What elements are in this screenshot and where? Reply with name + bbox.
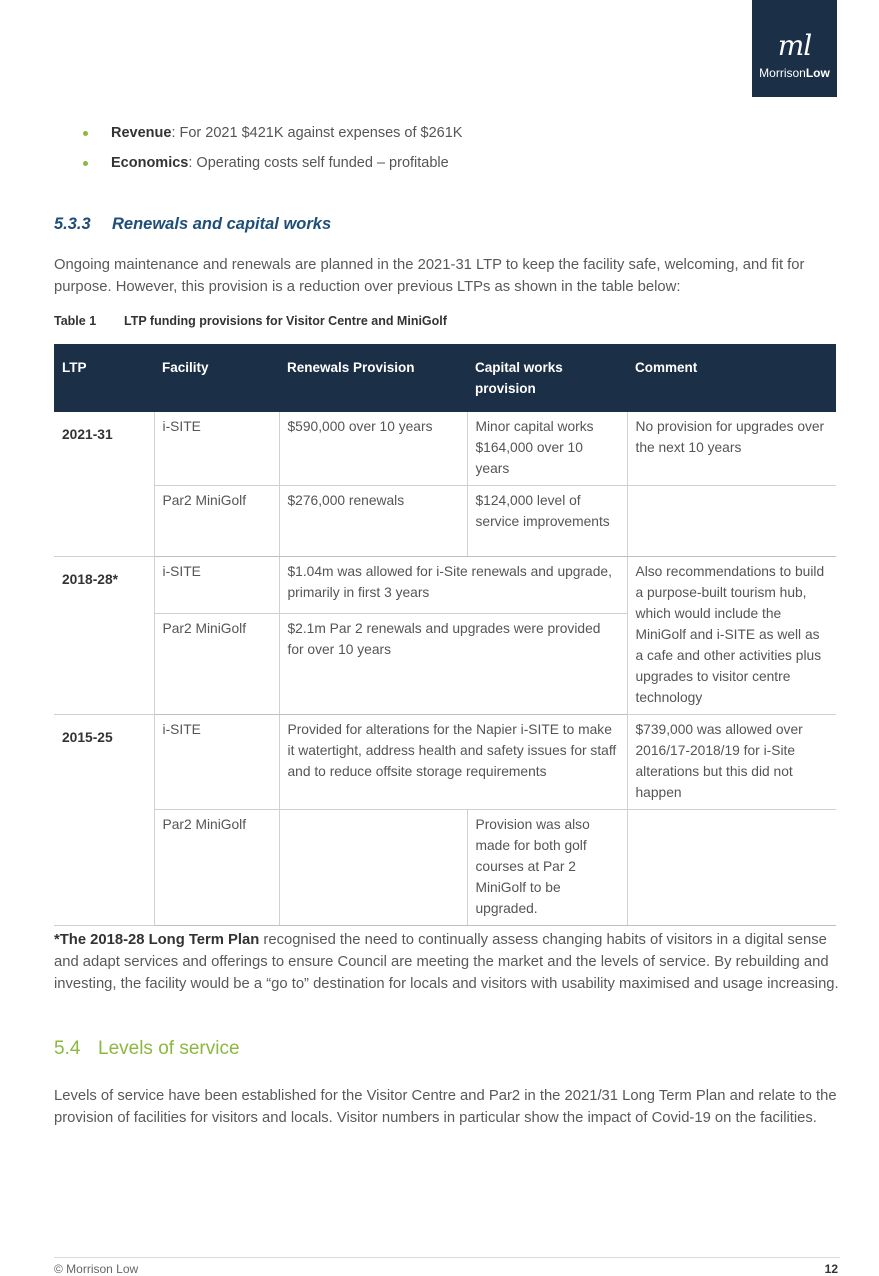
bullet-dot-icon bbox=[83, 161, 88, 166]
header-ltp: LTP bbox=[54, 344, 154, 412]
footer-divider bbox=[54, 1257, 840, 1258]
header-comment: Comment bbox=[627, 344, 836, 412]
ltp-period: 2021-31 bbox=[54, 412, 154, 557]
capital-cell: Provision was also made for both golf courses at Par 2 MiniGolf to be upgraded. bbox=[467, 810, 627, 926]
bullet-dot-icon bbox=[83, 131, 88, 136]
facility-cell: Par2 MiniGolf bbox=[154, 486, 279, 557]
section-heading-533 bbox=[54, 215, 331, 234]
paragraph-levels-of-service: Levels of service have been established for the Visitor Centre and Par2 in the 2021/31 Long Term Plan and relate to the provision of facilities for visitors and locals. Visitor numbers in particular show the impact of Covid-19 on the facilities. bbox=[54, 1088, 837, 1126]
table-caption-label: Table 1 bbox=[54, 314, 97, 328]
comment-cell: Also recommendations to build a purpose-built tourism hub, which would include the MiniGolf and i-SITE as well as a cafe and other activities plus upgrades to visitor centre technology bbox=[627, 557, 836, 715]
capital-cell: Minor capital works $164,000 over 10 years bbox=[467, 412, 627, 486]
comment-cell bbox=[627, 486, 836, 557]
page-number: 12 bbox=[824, 1262, 838, 1276]
bullet-term: Revenue bbox=[111, 125, 172, 141]
provision-cell: $2.1m Par 2 renewals and upgrades were provided for over 10 years bbox=[279, 614, 627, 715]
facility-cell: i-SITE bbox=[154, 715, 279, 810]
renewals-cell bbox=[279, 810, 467, 926]
paragraph-renewals: Ongoing maintenance and renewals are planned in the 2021-31 LTP to keep the facility safe, welcoming, and fit for purpose. However, this provision is a reduction over previous LTPs as shown in the table below: bbox=[54, 257, 805, 295]
facility-cell: i-SITE bbox=[154, 412, 279, 486]
bullet-economics bbox=[83, 152, 783, 182]
comment-cell: No provision for upgrades over the next 10 years bbox=[627, 412, 836, 486]
section-number: 5.3.3 bbox=[54, 215, 91, 233]
facility-cell: Par2 MiniGolf bbox=[154, 614, 279, 715]
bullet-revenue bbox=[83, 122, 783, 152]
note-text: recognised the need to continually assess changing habits of visitors in a digital sense and adapt services and offerings to ensure Council are meeting the market and the levels of service. By rebuilding and investing, the facility would be a “go to” destination for locals and visitors with usability maximised and usage increasing. bbox=[54, 932, 839, 992]
provision-cell: $1.04m was allowed for i-Site renewals and upgrade, primarily in first 3 years bbox=[279, 557, 627, 614]
bullet-list bbox=[83, 122, 783, 182]
renewals-cell: $276,000 renewals bbox=[279, 486, 467, 557]
table-row bbox=[54, 715, 836, 810]
table-row bbox=[54, 557, 836, 614]
note-bold-lead: *The 2018-28 Long Term Plan bbox=[54, 932, 260, 948]
capital-cell: $124,000 level of service improvements bbox=[467, 486, 627, 557]
company-logo bbox=[752, 0, 837, 97]
table-caption-title: LTP funding provisions for Visitor Centre and MiniGolf bbox=[124, 314, 447, 328]
bullet-text: : For 2021 $421K against expenses of $261K bbox=[171, 125, 463, 141]
table-row bbox=[54, 412, 836, 486]
paragraph-2018-28-note bbox=[54, 929, 844, 995]
facility-cell: i-SITE bbox=[154, 557, 279, 614]
ltp-funding-table bbox=[54, 344, 836, 926]
ltp-period: 2015-25 bbox=[54, 715, 154, 926]
ltp-period: 2018-28* bbox=[54, 557, 154, 715]
table-header-row bbox=[54, 344, 836, 412]
section-number: 5.4 bbox=[54, 1038, 81, 1059]
comment-cell bbox=[627, 810, 836, 926]
table-caption bbox=[54, 314, 447, 328]
bullet-text: : Operating costs self funded – profitable bbox=[188, 155, 449, 171]
header-facility: Facility bbox=[154, 344, 279, 412]
provision-cell: Provided for alterations for the Napier i-SITE to make it watertight, address health and safety issues for staff and to reduce offsite storage requirements bbox=[279, 715, 627, 810]
logo-mark: ml bbox=[777, 29, 812, 62]
table-row bbox=[54, 486, 836, 557]
footer-copyright: © Morrison Low bbox=[54, 1262, 139, 1276]
comment-cell: $739,000 was allowed over 2016/17-2018/19 for i-Site alterations but this did not happen bbox=[627, 715, 836, 810]
section-heading-54 bbox=[54, 1038, 240, 1060]
table-row bbox=[54, 810, 836, 926]
renewals-cell: $590,000 over 10 years bbox=[279, 412, 467, 486]
bullet-term: Economics bbox=[111, 155, 189, 171]
section-title: Levels of service bbox=[98, 1038, 240, 1059]
facility-cell: Par2 MiniGolf bbox=[154, 810, 279, 926]
section-title: Renewals and capital works bbox=[112, 215, 332, 233]
header-renewals: Renewals Provision bbox=[279, 344, 467, 412]
header-capital: Capital works provision bbox=[467, 344, 627, 412]
logo-name: MorrisonLow bbox=[759, 66, 830, 80]
